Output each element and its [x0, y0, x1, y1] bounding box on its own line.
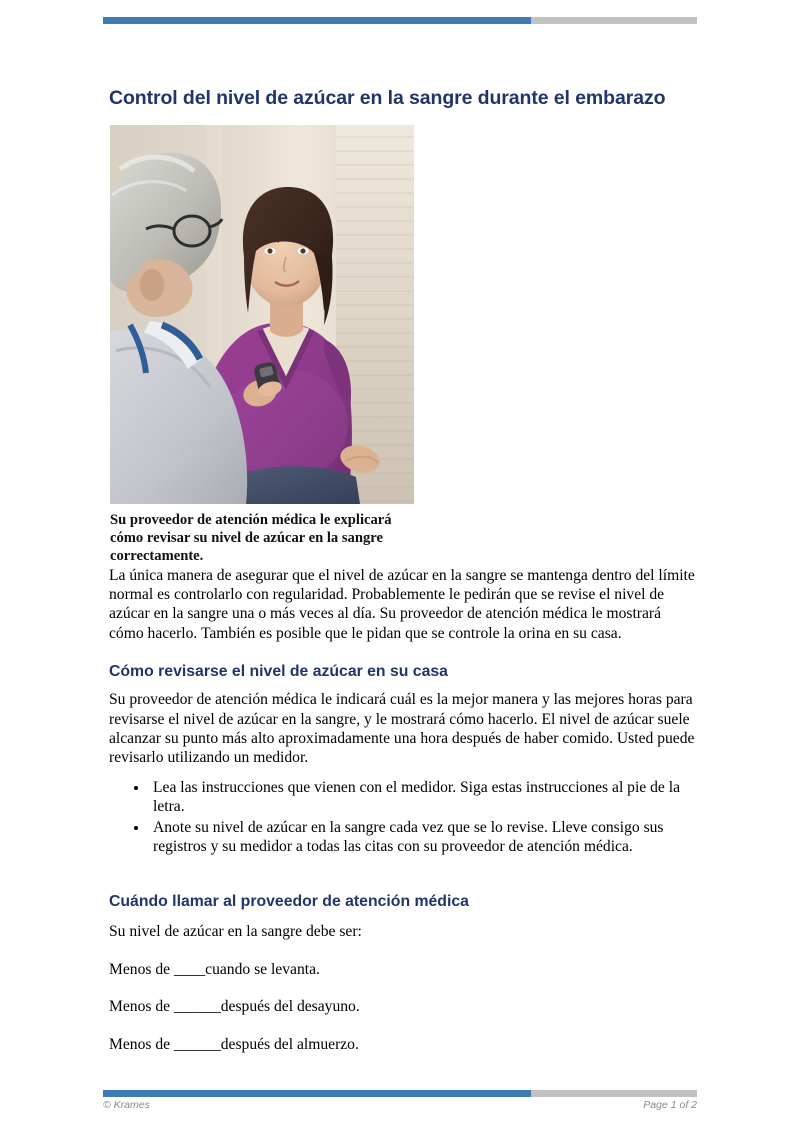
intro-paragraph: La única manera de asegurar que el nivel de azúcar en la sangre se mantenga dentro del límite normal es controlarlo con regularidad. Probablemente le pedirán que se revise el nivel de azúcar en la sangre una o más veces al día. Su proveedor de atención médica le mostrará cómo hacerlo. También es posible que le pidan que se controle la orina en su casa. — [109, 566, 695, 642]
home-testing-bullet-list — [109, 778, 697, 857]
footer-rule-gray-segment — [531, 1090, 697, 1097]
section-heading-home-testing: Cómo revisarse el nivel de azúcar en su casa — [109, 663, 448, 681]
header-rule — [103, 17, 697, 24]
patient-photo — [110, 125, 414, 504]
figure-patient-photo — [110, 125, 414, 566]
section-heading-when-to-call: Cuándo llamar al proveedor de atención médica — [109, 893, 469, 911]
page-title: Control del nivel de azúcar en la sangre durante el embarazo — [109, 87, 666, 109]
header-rule-gray-segment — [531, 17, 697, 24]
page-footer — [103, 1099, 697, 1111]
header-rule-blue-segment — [103, 17, 531, 24]
list-item: • Anote su nivel de azúcar en la sangre cada vez que se lo revise. Lleve consigo sus registros y su medidor a todas las citas con su proveedor de atención médica. — [149, 818, 697, 857]
section-paragraph-home-testing: Su proveedor de atención médica le indicará cuál es la mejor manera y las mejores horas para revisarse el nivel de azúcar en la sangre, y le mostrará cómo hacerlo. El nivel de azúcar suele alcanzar su punto más alto aproximadamente una hora después de haber comido. Usted puede revisarlo utilizando un medidor. — [109, 691, 695, 767]
copyright-label: © Krames — [103, 1099, 150, 1111]
when-to-call-lead: Su nivel de azúcar en la sangre debe ser: — [109, 923, 362, 941]
figure-caption: Su proveedor de atención médica le explicará cómo revisar su nivel de azúcar en la sangre correctamente. — [110, 512, 392, 565]
target-value-after-lunch: Menos de ______después del almuerzo. — [109, 1035, 359, 1053]
footer-rule — [103, 1090, 697, 1097]
footer-rule-blue-segment — [103, 1090, 531, 1097]
list-item: • Lea las instrucciones que vienen con el medidor. Siga estas instrucciones al pie de la letra. — [149, 778, 697, 817]
page-number-label: Page 1 of 2 — [643, 1099, 697, 1111]
document-content — [109, 86, 697, 1054]
target-value-after-breakfast: Menos de ______después del desayuno. — [109, 998, 360, 1016]
target-value-waking: Menos de ____cuando se levanta. — [109, 960, 320, 978]
